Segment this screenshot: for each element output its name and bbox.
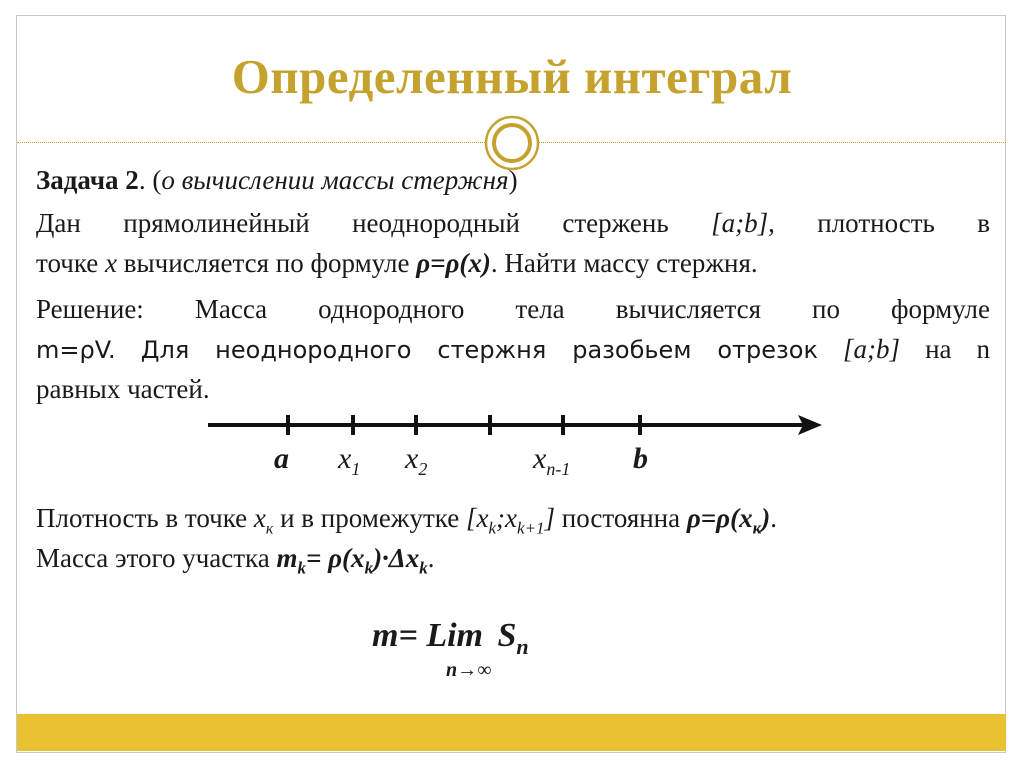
paren-open: ( [152,165,162,195]
label-x1-base: x [338,442,352,475]
rho-sub: к [752,518,762,538]
interval-sub-2: k+1 [516,518,545,538]
limit-under: n→∞ [446,659,492,681]
statement-line-1 [36,203,990,243]
density-text: постоянна [561,503,681,533]
mk-dx-sub: k [419,558,428,578]
mk-x-sub: k [364,558,374,578]
mk-eq: = ρ(x [306,543,365,573]
task-heading [36,160,996,200]
task-label: Задача 2 [36,165,139,195]
label-x1 [338,442,360,482]
statement-text: точке [36,248,99,278]
mass-text: Масса этого участка [36,543,270,573]
mk-m: m [276,543,298,573]
xk-sub: к [265,520,274,538]
label-x2-base: x [405,442,419,475]
label-x1-sub: 1 [351,459,361,479]
limit-lim: Lim [426,617,483,654]
period: . [427,543,435,573]
rho-part-a: ρ=ρ(x [686,503,753,533]
label-xn-1 [533,442,570,482]
interval-sub-1: k [488,518,496,538]
solution-line-3: равных частей. [36,374,210,404]
label-x2-sub: 2 [418,459,428,479]
limit-S-sub: n [516,633,529,659]
statement-text: . Найти массу стержня. [490,248,758,278]
paren-close: ) [508,165,518,195]
label-b: b [633,442,648,475]
xk-base: x [253,503,266,533]
label-a: a [274,442,289,475]
statement-text: , плотность в [768,208,990,238]
interval-open: [x [465,503,489,533]
statement-line-2 [36,243,990,283]
mass-segment-line [36,538,996,588]
statement-text: вычисляется по формуле [123,248,410,278]
rho-part-b: ) [761,503,771,533]
segment-ab: [a;b] [843,334,901,364]
statement-text: Дан прямолинейный неоднородный стержень [36,208,669,238]
density-text: Плотность в точке [36,503,248,533]
solution-text: на n [925,334,991,364]
solution-line-1: Решение: Масса однородного тела вычисляется по формуле [36,294,990,324]
number-line-axis [200,405,830,445]
mk-formula [276,543,428,578]
slide-title: Определенный интеграл [231,49,793,104]
task-period: . [138,165,146,195]
density-text: и в промежутке [280,503,460,533]
period: . [770,503,777,533]
title-divider-right [538,142,1006,143]
solution-line-2 [36,329,990,370]
variable-x: x [105,248,117,278]
solution-text: Для неоднородного стержня разобьем отрезок [140,336,818,364]
rho-xk-formula [686,503,771,538]
interval-mid: ;x [496,503,517,533]
mass-formula: m=ρV. [36,336,116,364]
limit-lhs: m= [372,617,418,654]
interval-xk [465,503,556,538]
task-subtitle: о вычислении массы стержня [161,165,509,195]
mk-sub: k [297,558,307,578]
limit-S: S [497,617,517,654]
label-x2 [405,442,427,482]
label-xn1-sub: n-1 [546,459,571,479]
title-divider-left [17,142,485,143]
density-formula: ρ=ρ(x) [416,248,491,278]
segment-ab: [a;b] [711,208,769,238]
bottom-accent-bar [17,714,1006,751]
label-xn1-base: x [533,442,547,475]
interval-close: ] [544,503,556,533]
mk-mid: )·Δx [373,543,420,573]
